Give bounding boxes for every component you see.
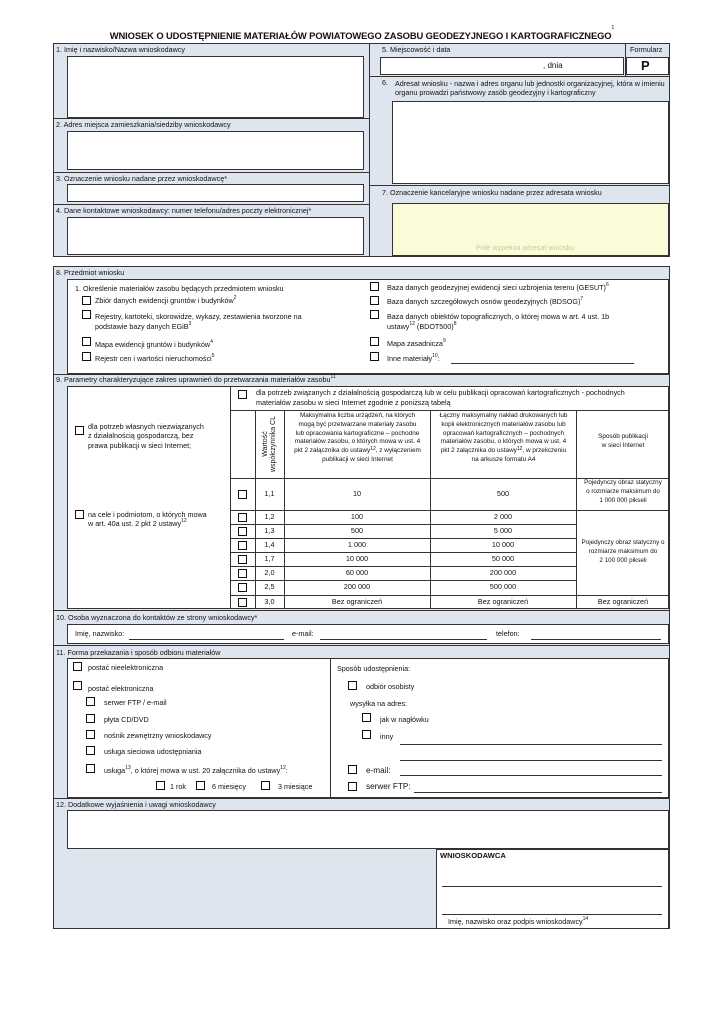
checkbox-web-service[interactable]	[86, 746, 95, 755]
section-9-label: 9. Parametry charakteryzujące zakres uprawnień do przetwarzania materiałów zasobu$^{11}$	[56, 374, 336, 384]
period-3-months: 3 miesiące	[278, 782, 313, 791]
shipping-label: wysyłka na adres:	[350, 699, 408, 708]
checkbox-gesut[interactable]	[370, 282, 379, 291]
materials-heading: 1. Określenie materiałów zasobu będących przedmiotem wniosku	[75, 284, 284, 293]
external-drive-label: nośnik zewnętrzny wnioskodawcy	[104, 731, 212, 740]
checkbox-cl-row[interactable]	[238, 583, 247, 592]
cl-value: 1,2	[264, 511, 275, 521]
devices-value: Bez ograniczeń	[331, 596, 383, 606]
section-4-label: 4. Dane kontaktowe wnioskodawcy: numer telefonu/adres poczty elektronicznej*	[56, 206, 312, 215]
checkbox-egib[interactable]	[82, 296, 91, 305]
other-address-input-2[interactable]	[400, 760, 662, 761]
service-label: usługa$^{13}$, o której mowa w ust. 20 załącznika do ustawy$^{12}$:	[104, 765, 288, 775]
section-8-label: 8. Przedmiot wniosku	[56, 268, 125, 277]
contact-phone-input[interactable]	[531, 639, 661, 640]
devices-value: 100	[350, 511, 364, 521]
web-service-label: usługa sieciowa udostępniania	[104, 747, 202, 756]
section-2-label: 2. Adres miejsca zamieszkania/siedziby wnioskodawcy	[56, 120, 231, 129]
item-egib: Zbiór danych ewidencji gruntów i budynków$^2$	[95, 295, 237, 305]
section-6-number: 6.	[382, 78, 388, 87]
checkbox-base-map[interactable]	[370, 337, 379, 346]
signature-line-1[interactable]	[442, 886, 662, 887]
item-base-map: Mapa zasadnicza$^9$	[387, 338, 446, 348]
other-purposes-label: na cele i podmiotom, o których mowa w art. 40a ust. 2 pkt 2 ustawy$^{12}$	[88, 510, 207, 529]
header-cl: Wartość współczynnika CL	[261, 415, 277, 473]
checkbox-cd-dvd[interactable]	[86, 714, 95, 723]
checkbox-cl-row[interactable]	[238, 598, 247, 607]
applicant-address-field[interactable]	[67, 131, 364, 170]
checkbox-other-address[interactable]	[362, 730, 371, 739]
item-bdot500-line2: ustawy$^{12}$ (BDOT500)$^8$	[387, 321, 457, 331]
delivery-box	[67, 658, 669, 798]
checkbox-map-egib[interactable]	[82, 337, 91, 346]
checkbox-business[interactable]	[238, 390, 247, 399]
form-label: Formularz	[630, 45, 663, 54]
cl-value: 2,5	[264, 582, 275, 591]
header-copies: Łączny maksymalny nakład drukowanych lub kopii elektronicznych materiałów zasobu lub opracowań kartograficznych – pochodnych materiałów zasobu, o których mowa w ust. 4 pkt 2 załącznika do ustawy$^{12}$, w przeliczeniu na arkusze formatu A4	[439, 412, 568, 464]
checkbox-electronic[interactable]	[73, 681, 82, 690]
devices-value: 10 000	[345, 553, 369, 563]
checkbox-cl-row[interactable]	[238, 490, 247, 499]
place-date-field[interactable]	[380, 57, 624, 75]
contact-email-input[interactable]	[320, 639, 487, 640]
cl-value: 2,0	[264, 567, 275, 577]
contact-person-box	[67, 624, 669, 644]
item-other-materials: Inne materiały$^{10}$:	[387, 353, 440, 363]
ftp-server-label: serwer FTP:	[366, 782, 411, 791]
checkbox-cl-row[interactable]	[238, 513, 247, 522]
header-address-label: jak w nagłówku	[380, 715, 429, 724]
recipient-field[interactable]	[392, 101, 669, 184]
devices-value: 60 000	[345, 567, 369, 577]
item-bdsog: Baza danych szczegółowych osnów geodezyjnych (BDSOG)$^7$	[387, 296, 584, 306]
copies-value: 5 000	[493, 525, 513, 535]
cl-value: 1,7	[264, 553, 275, 563]
period-6-months: 6 miesięcy	[212, 782, 246, 791]
section-6-label: Adresat wniosku - nazwa i adres organu lub jednostki organizacyjnej, która w imieniu organu prowadzi państwowy zasób geodezyjny i kartograficzny	[395, 79, 665, 98]
remarks-field[interactable]	[67, 810, 669, 849]
ftp-server-input[interactable]	[414, 792, 662, 793]
copies-value: 2 000	[493, 511, 513, 521]
checkbox-price-register[interactable]	[82, 352, 91, 361]
publication-cell-1: Pojedynczy obraz statyczny o rozmiarze maksimum do 1 000 000 pikseli	[584, 479, 662, 505]
cl-value: 3,0	[264, 596, 275, 606]
item-bdot500: Baza danych obiektów topograficznych, o której mowa w art. 4 ust. 1b	[387, 312, 610, 321]
item-registers-line2: podstawie bazy danych EGiB$^3$	[95, 321, 192, 331]
contact-name-label: Imię, nazwisko:	[75, 629, 125, 638]
checkbox-own-needs[interactable]	[75, 426, 84, 435]
devices-value: 10	[352, 488, 362, 498]
checkbox-header-address[interactable]	[362, 713, 371, 722]
period-1-year: 1 rok	[170, 782, 186, 791]
non-electronic-label: postać nieelektroniczna	[88, 663, 164, 672]
applicant-contact-field[interactable]	[67, 217, 364, 255]
contact-name-input[interactable]	[129, 639, 284, 640]
other-materials-line[interactable]	[451, 363, 634, 364]
checkbox-cl-row[interactable]	[238, 569, 247, 578]
publication-cell-3: Bez ograniczeń	[597, 597, 649, 606]
section-3-label: 3. Oznaczenie wniosku nadane przez wnioskodawcę*	[56, 174, 228, 183]
checkbox-registers[interactable]	[82, 310, 91, 319]
copies-value: 10 000	[491, 539, 515, 549]
cl-value: 1,4	[264, 539, 275, 549]
pickup-label: odbiór osobisty	[366, 682, 415, 691]
checkbox-ftp-email[interactable]	[86, 697, 95, 706]
item-registers: Rejestry, kartoteki, skorowidze, wykazy, zestawienia tworzone na	[95, 312, 302, 321]
section-7-label: 7. Oznaczenie kancelaryjne wniosku nadane przez adresata wniosku	[382, 188, 602, 197]
item-price-register: Rejestr cen i wartości nieruchomości$^5$	[95, 353, 215, 363]
signature-heading: WNIOSKODAWCA	[440, 851, 506, 860]
date-suffix: , dnia	[543, 61, 563, 70]
checkbox-email[interactable]	[348, 765, 357, 774]
header-devices: Maksymalna liczba urządzeń, na których mogą być przetwarzane materiały zasobu lub opracowania kartograficzne – pochodne materiałów zasobu, o których mowa w ust. 4 pkt 2 załącznika do ustawy$^{12}$, z wyłączeniem publikacji w sieci Internet	[294, 412, 421, 464]
copies-value: Bez ograniczeń	[477, 596, 529, 606]
checkbox-other-materials[interactable]	[370, 352, 379, 361]
registry-hint: Pole wypełnia adresat wniosku	[476, 243, 575, 252]
publication-cell-2: Pojedynczy obraz statyczny o rozmiarze maksimum do 2 100 000 pikseli	[581, 539, 665, 565]
checkbox-service[interactable]	[86, 764, 95, 773]
section-5-label: 5. Miejscowość i data	[382, 45, 451, 54]
copies-value: 200 000	[489, 567, 517, 577]
header-publication: Sposób publikacji w sieci Internet	[598, 433, 648, 449]
checkbox-bdsog[interactable]	[370, 296, 379, 305]
other-address-label: inny	[380, 732, 394, 741]
cl-value: 1,1	[264, 488, 275, 498]
devices-value: 500	[350, 525, 364, 535]
email-input[interactable]	[400, 775, 662, 776]
item-gesut: Baza danych geodezyjnej ewidencji sieci uzbrojenia terenu (GESUT)$^6$	[387, 282, 609, 292]
devices-value: 200 000	[343, 582, 371, 591]
cd-dvd-label: płyta CD/DVD	[104, 715, 149, 724]
checkbox-1-year[interactable]	[156, 781, 165, 790]
copies-value: 50 000	[491, 553, 515, 563]
applicant-name-field[interactable]	[67, 56, 364, 118]
contact-email-label: e-mail:	[292, 629, 314, 638]
section-1-label: 1. Imię i nazwisko/Nazwa wnioskodawcy	[56, 45, 186, 54]
checkbox-cl-row[interactable]	[238, 555, 247, 564]
checkbox-bdot500[interactable]	[370, 310, 379, 319]
copies-value: 500	[496, 488, 510, 498]
signature-caption: Imię, nazwisko oraz podpis wnioskodawcy$^{14}$	[448, 916, 589, 926]
checkbox-non-electronic[interactable]	[73, 662, 82, 671]
checkbox-pickup[interactable]	[348, 681, 357, 690]
other-address-input[interactable]	[400, 744, 662, 745]
copies-value: 500 000	[489, 582, 517, 591]
own-needs-label: dla potrzeb własnych niezwiązanych z działalnością gospodarczą, bez prawa publikacji w sieci Internet;	[88, 422, 204, 450]
page-title: WNIOSEK O UDOSTĘPNIENIE MATERIAŁÓW POWIATOWEGO ZASOBU GEODEZYJNEGO I KARTOGRAFICZNEGO$^1$	[109, 25, 615, 41]
business-label-1: dla potrzeb związanych z działalnością gospodarczą lub w celu publikacji opracowań kartograficznych - pochodnych	[256, 388, 625, 397]
cl-value: 1,3	[264, 525, 275, 535]
checkbox-cl-row[interactable]	[238, 541, 247, 550]
checkbox-3-months[interactable]	[261, 781, 270, 790]
section-11-label: 11. Forma przekazania i sposób odbioru materiałów	[56, 648, 221, 657]
devices-value: 1 000	[347, 539, 367, 549]
delivery-method-label: Sposób udostępnienia:	[337, 664, 411, 673]
item-map-egib: Mapa ewidencji gruntów i budynków$^4$	[95, 339, 213, 349]
signature-line-2[interactable]	[442, 914, 662, 915]
checkbox-cl-row[interactable]	[238, 527, 247, 536]
section-12-label: 12. Dodatkowe wyjaśnienia i uwagi wnioskodawcy	[56, 800, 216, 809]
contact-phone-label: telefon:	[496, 629, 520, 638]
checkbox-6-months[interactable]	[196, 781, 205, 790]
section-10-label: 10. Osoba wyznaczona do kontaktów ze strony wnioskodawcy*	[56, 613, 258, 622]
checkbox-ftp-server[interactable]	[348, 782, 357, 791]
checkbox-other-purposes[interactable]	[75, 510, 84, 519]
applicant-reference-field[interactable]	[67, 184, 364, 202]
form-letter: P	[641, 58, 650, 73]
email-label: e-mail:	[366, 766, 391, 775]
checkbox-external-drive[interactable]	[86, 730, 95, 739]
ftp-email-label: serwer FTP / e-mail	[104, 698, 167, 707]
electronic-label: postać elektroniczna	[88, 684, 154, 693]
business-label-2: materiałów zasobu w sieci Internet zgodnie z poniższą tabelą	[256, 398, 451, 407]
